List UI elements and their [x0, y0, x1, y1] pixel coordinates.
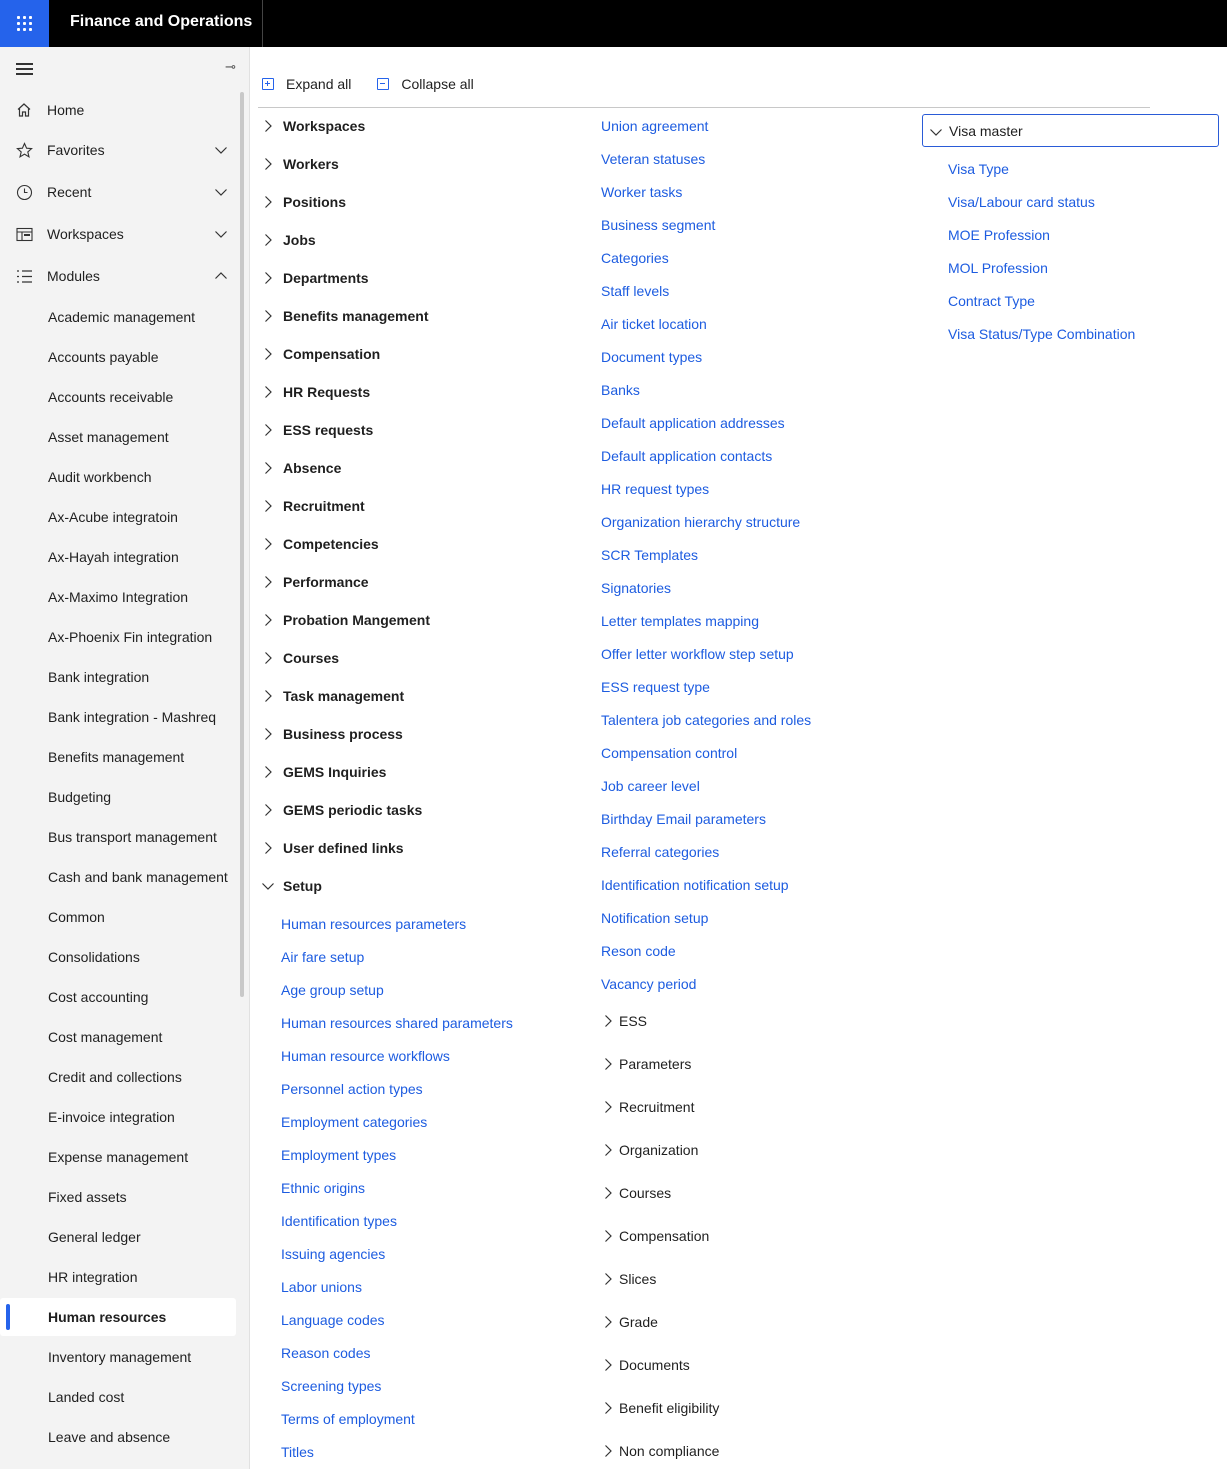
menu-group-label: Performance — [283, 574, 369, 590]
home-icon — [15, 101, 33, 119]
menu-link[interactable]: Employment types — [281, 1146, 397, 1163]
menu-link[interactable]: MOL Profession — [948, 259, 1048, 276]
chevron-down-icon[interactable] — [214, 185, 228, 199]
menu-link[interactable]: Referral categories — [601, 843, 720, 860]
chevron-right-icon — [601, 1229, 615, 1243]
toolbar-divider — [258, 107, 1150, 108]
sidebar-scrollbar[interactable] — [240, 92, 244, 997]
module-item-label: Cost accounting — [48, 989, 149, 1005]
menu-link[interactable]: Human resources shared parameters — [281, 1014, 513, 1031]
module-item[interactable] — [0, 1018, 236, 1056]
module-item[interactable] — [0, 1258, 236, 1296]
module-item[interactable] — [0, 1418, 236, 1456]
chevron-right-icon — [601, 1143, 615, 1157]
module-item-label: Ax-Phoenix Fin integration — [48, 629, 213, 645]
clock-icon — [15, 183, 33, 201]
menu-group-label: Jobs — [283, 232, 316, 248]
module-item-label: Accounts payable — [48, 349, 159, 365]
menu-link[interactable]: HR request types — [601, 480, 710, 497]
module-item-label: Ax-Maximo Integration — [48, 589, 189, 605]
menu-link[interactable]: Default application addresses — [601, 414, 785, 431]
module-item[interactable] — [0, 1178, 236, 1216]
menu-link[interactable]: Banks — [601, 381, 640, 398]
menu-link[interactable]: Ethnic origins — [281, 1179, 366, 1196]
menu-link[interactable]: Categories — [601, 249, 669, 266]
menu-group-label: Recruitment — [619, 1099, 695, 1115]
module-item[interactable] — [0, 458, 236, 496]
menu-group-label: Compensation — [283, 346, 381, 362]
chevron-right-icon — [261, 119, 275, 133]
module-item[interactable] — [0, 938, 236, 976]
module-item[interactable] — [0, 858, 236, 896]
nav-workspaces-label: Workspaces — [47, 226, 124, 242]
module-item[interactable] — [0, 1218, 236, 1256]
menu-group-label: User defined links — [283, 840, 404, 856]
nav-recent[interactable] — [0, 172, 240, 212]
menu-group-label: Benefit eligibility — [619, 1400, 720, 1416]
menu-group-label: Positions — [283, 194, 347, 210]
chevron-right-icon — [261, 385, 275, 399]
menu-link[interactable]: Signatories — [601, 579, 672, 596]
menu-link[interactable]: Terms of employment — [281, 1410, 415, 1427]
menu-link[interactable]: Offer letter workflow step setup — [601, 645, 794, 662]
module-item-label: Consolidations — [48, 949, 140, 965]
menu-link[interactable]: Air fare setup — [281, 948, 365, 965]
module-item[interactable] — [0, 378, 236, 416]
app-title[interactable]: Finance and Operations — [70, 13, 253, 30]
menu-link[interactable]: Visa Status/Type Combination — [948, 325, 1136, 342]
menu-group-label: Setup — [283, 878, 322, 894]
nav-recent-label: Recent — [47, 184, 92, 200]
chevron-right-icon — [601, 1444, 615, 1458]
module-item[interactable] — [0, 338, 236, 376]
toolbar — [258, 72, 496, 96]
module-item[interactable] — [0, 498, 236, 536]
collapse-all-label: Collapse all — [401, 76, 474, 92]
chevron-right-icon — [601, 1358, 615, 1372]
menu-link[interactable]: Issuing agencies — [281, 1245, 386, 1262]
module-item[interactable] — [0, 818, 236, 856]
chevron-right-icon — [261, 689, 275, 703]
menu-group-label: Departments — [283, 270, 369, 286]
module-item[interactable] — [0, 538, 236, 576]
chevron-right-icon — [261, 575, 275, 589]
module-item-label: Ax-Hayah integration — [48, 549, 179, 565]
menu-group-label: Recruitment — [283, 498, 365, 514]
menu-link[interactable]: Language codes — [281, 1311, 385, 1328]
menu-link[interactable]: Business segment — [601, 216, 716, 233]
menu-group-label: Courses — [283, 650, 340, 666]
menu-group-label: ESS requests — [283, 422, 374, 438]
menu-link[interactable]: Reason codes — [281, 1344, 371, 1361]
chevron-right-icon — [601, 1014, 615, 1028]
hamburger-menu-icon[interactable] — [16, 63, 33, 75]
menu-link[interactable]: Visa Type — [948, 160, 1009, 177]
module-item-label: Bank integration — [48, 669, 150, 685]
chevron-up-icon[interactable] — [214, 269, 228, 283]
module-item[interactable] — [0, 738, 236, 776]
menu-link[interactable]: Visa/Labour card status — [948, 193, 1095, 210]
chevron-right-icon — [261, 157, 275, 171]
module-item-label: Credit and collections — [48, 1069, 182, 1085]
module-item-label: Human resources — [48, 1309, 167, 1325]
module-item[interactable] — [0, 898, 236, 936]
chevron-right-icon — [261, 233, 275, 247]
menu-group-label: ESS — [619, 1013, 648, 1029]
module-item-label: Asset management — [48, 429, 169, 445]
chevron-right-icon — [261, 803, 275, 817]
module-item[interactable] — [0, 1338, 236, 1376]
menu-link[interactable]: Veteran statuses — [601, 150, 706, 167]
menu-group-label: GEMS periodic tasks — [283, 802, 423, 818]
chevron-right-icon — [261, 347, 275, 361]
menu-link[interactable]: Organization hierarchy structure — [601, 513, 801, 530]
module-item[interactable] — [0, 978, 236, 1016]
menu-link[interactable]: Worker tasks — [601, 183, 683, 200]
top-bar — [0, 0, 1227, 47]
menu-group-label: Business process — [283, 726, 403, 742]
module-item[interactable] — [0, 618, 236, 656]
module-item-label: Landed cost — [48, 1389, 125, 1405]
menu-link[interactable]: Job career level — [601, 777, 700, 794]
menu-link[interactable]: Human resource workflows — [281, 1047, 450, 1064]
chevron-down-icon — [929, 125, 943, 139]
star-icon — [15, 141, 33, 159]
menu-link[interactable]: Screening types — [281, 1377, 382, 1394]
menu-group-label: Organization — [619, 1142, 699, 1158]
menu-group-label: Non compliance — [619, 1443, 720, 1459]
module-item[interactable] — [0, 1098, 236, 1136]
menu-link[interactable]: Human resources parameters — [281, 915, 467, 932]
module-item-label: Audit workbench — [48, 469, 152, 485]
menu-group-label: Task management — [283, 688, 405, 704]
chevron-right-icon — [261, 461, 275, 475]
list-icon — [15, 267, 33, 285]
module-item-label: Common — [48, 909, 105, 925]
menu-link[interactable]: Staff levels — [601, 282, 670, 299]
module-item-label: Fixed assets — [48, 1189, 127, 1205]
menu-link[interactable]: Personnel action types — [281, 1080, 423, 1097]
module-item[interactable] — [0, 658, 236, 696]
module-item-label: E-invoice integration — [48, 1109, 175, 1125]
menu-group-label: Parameters — [619, 1056, 692, 1072]
chevron-right-icon — [601, 1186, 615, 1200]
menu-link[interactable]: Identification notification setup — [601, 876, 789, 893]
menu-group-label: Absence — [283, 460, 342, 476]
visa-master-group[interactable] — [922, 114, 1219, 147]
menu-group-label: Probation Mangement — [283, 612, 431, 628]
menu-link[interactable]: Document types — [601, 348, 703, 365]
workspace-icon — [15, 225, 33, 243]
menu-group-label: Compensation — [619, 1228, 710, 1244]
module-item-label: Leave and absence — [48, 1429, 171, 1445]
module-item[interactable] — [0, 298, 236, 336]
module-item-label: Expense management — [48, 1149, 189, 1165]
module-item[interactable] — [0, 1378, 236, 1416]
menu-link[interactable]: Titles — [281, 1443, 314, 1460]
nav-favorites-label: Favorites — [47, 142, 105, 158]
menu-link[interactable]: Vacancy period — [601, 975, 697, 992]
chevron-right-icon — [261, 651, 275, 665]
menu-group-label: HR Requests — [283, 384, 371, 400]
menu-link[interactable]: Labor unions — [281, 1278, 362, 1295]
app-launcher-button[interactable] — [0, 0, 49, 47]
collapse-all-icon — [377, 78, 389, 90]
menu-link[interactable]: Talentera job categories and roles — [601, 711, 812, 728]
module-item-label: Ax-Acube integratoin — [48, 509, 178, 525]
menu-link[interactable]: Air ticket location — [601, 315, 707, 332]
menu-link[interactable]: SCR Templates — [601, 546, 699, 563]
pin-icon[interactable]: ⊸ — [225, 59, 236, 74]
collapse-all-button[interactable] — [373, 76, 473, 92]
chevron-right-icon — [261, 271, 275, 285]
module-item-label: Accounts receivable — [48, 389, 174, 405]
menu-link[interactable]: Letter templates mapping — [601, 612, 759, 629]
chevron-right-icon — [601, 1057, 615, 1071]
module-item[interactable] — [0, 778, 236, 816]
module-item[interactable] — [0, 578, 236, 616]
nav-workspaces[interactable] — [0, 214, 240, 254]
menu-group-label: Competencies — [283, 536, 379, 552]
visa-master-label: Visa master — [949, 123, 1023, 139]
chevron-right-icon — [601, 1315, 615, 1329]
expand-all-label: Expand all — [286, 76, 352, 92]
menu-link[interactable]: ESS request type — [601, 678, 710, 695]
module-item[interactable] — [0, 418, 236, 456]
menu-link[interactable]: Age group setup — [281, 981, 384, 998]
module-item[interactable] — [0, 1298, 236, 1336]
waffle-icon — [17, 16, 32, 31]
chevron-right-icon — [261, 309, 275, 323]
menu-link[interactable]: Union agreement — [601, 117, 709, 134]
nav-home[interactable] — [0, 90, 240, 130]
chevron-right-icon — [261, 841, 275, 855]
chevron-right-icon — [601, 1100, 615, 1114]
nav-home-label: Home — [47, 102, 85, 118]
menu-link[interactable]: Employment categories — [281, 1113, 428, 1130]
module-item-label: Bank integration - Mashreq — [48, 709, 217, 725]
module-item-label: Academic management — [48, 309, 196, 325]
chevron-right-icon — [261, 727, 275, 741]
module-item-label: Bus transport management — [48, 829, 217, 845]
expand-all-button[interactable] — [258, 76, 351, 92]
menu-group-label: Documents — [619, 1357, 690, 1373]
menu-group-label: Workspaces — [283, 118, 366, 134]
menu-group-label: Slices — [619, 1271, 657, 1287]
module-item-label: HR integration — [48, 1269, 138, 1285]
menu-link[interactable]: Contract Type — [948, 292, 1035, 309]
module-item-label: General ledger — [48, 1229, 141, 1245]
menu-link[interactable]: Identification types — [281, 1212, 397, 1229]
chevron-down-icon[interactable] — [214, 143, 228, 157]
chevron-right-icon — [261, 423, 275, 437]
module-item[interactable] — [0, 1138, 236, 1176]
module-item-label: Cash and bank management — [48, 869, 228, 885]
chevron-down-icon[interactable] — [214, 227, 228, 241]
menu-link[interactable]: MOE Profession — [948, 226, 1050, 243]
nav-favorites[interactable] — [0, 130, 240, 170]
chevron-right-icon — [601, 1401, 615, 1415]
module-item-label: Benefits management — [48, 749, 185, 765]
menu-group-label: GEMS Inquiries — [283, 764, 387, 780]
chevron-right-icon — [261, 613, 275, 627]
module-item-label: Cost management — [48, 1029, 163, 1045]
menu-group-label: Grade — [619, 1314, 658, 1330]
menu-group-label: Benefits management — [283, 308, 429, 324]
menu-link[interactable]: Notification setup — [601, 909, 709, 926]
module-item[interactable] — [0, 698, 236, 736]
module-item-label: Inventory management — [48, 1349, 192, 1365]
menu-link[interactable]: Reson code — [601, 942, 676, 959]
chevron-right-icon — [601, 1272, 615, 1286]
module-item[interactable] — [0, 1058, 236, 1096]
chevron-right-icon — [261, 499, 275, 513]
navigation-pane — [0, 47, 250, 1469]
module-item-label: Budgeting — [48, 789, 112, 805]
nav-modules-label: Modules — [47, 268, 100, 284]
menu-group-label: Courses — [619, 1185, 672, 1201]
menu-link[interactable]: Default application contacts — [601, 447, 773, 464]
menu-link[interactable]: Birthday Email parameters — [601, 810, 766, 827]
chevron-right-icon — [261, 195, 275, 209]
menu-group-label: Workers — [283, 156, 339, 172]
nav-modules[interactable] — [0, 256, 240, 296]
chevron-right-icon — [261, 537, 275, 551]
expand-all-icon — [262, 78, 274, 90]
menu-link[interactable]: Compensation control — [601, 744, 738, 761]
chevron-down-icon — [261, 879, 275, 893]
title-divider — [262, 0, 263, 47]
chevron-right-icon — [261, 765, 275, 779]
